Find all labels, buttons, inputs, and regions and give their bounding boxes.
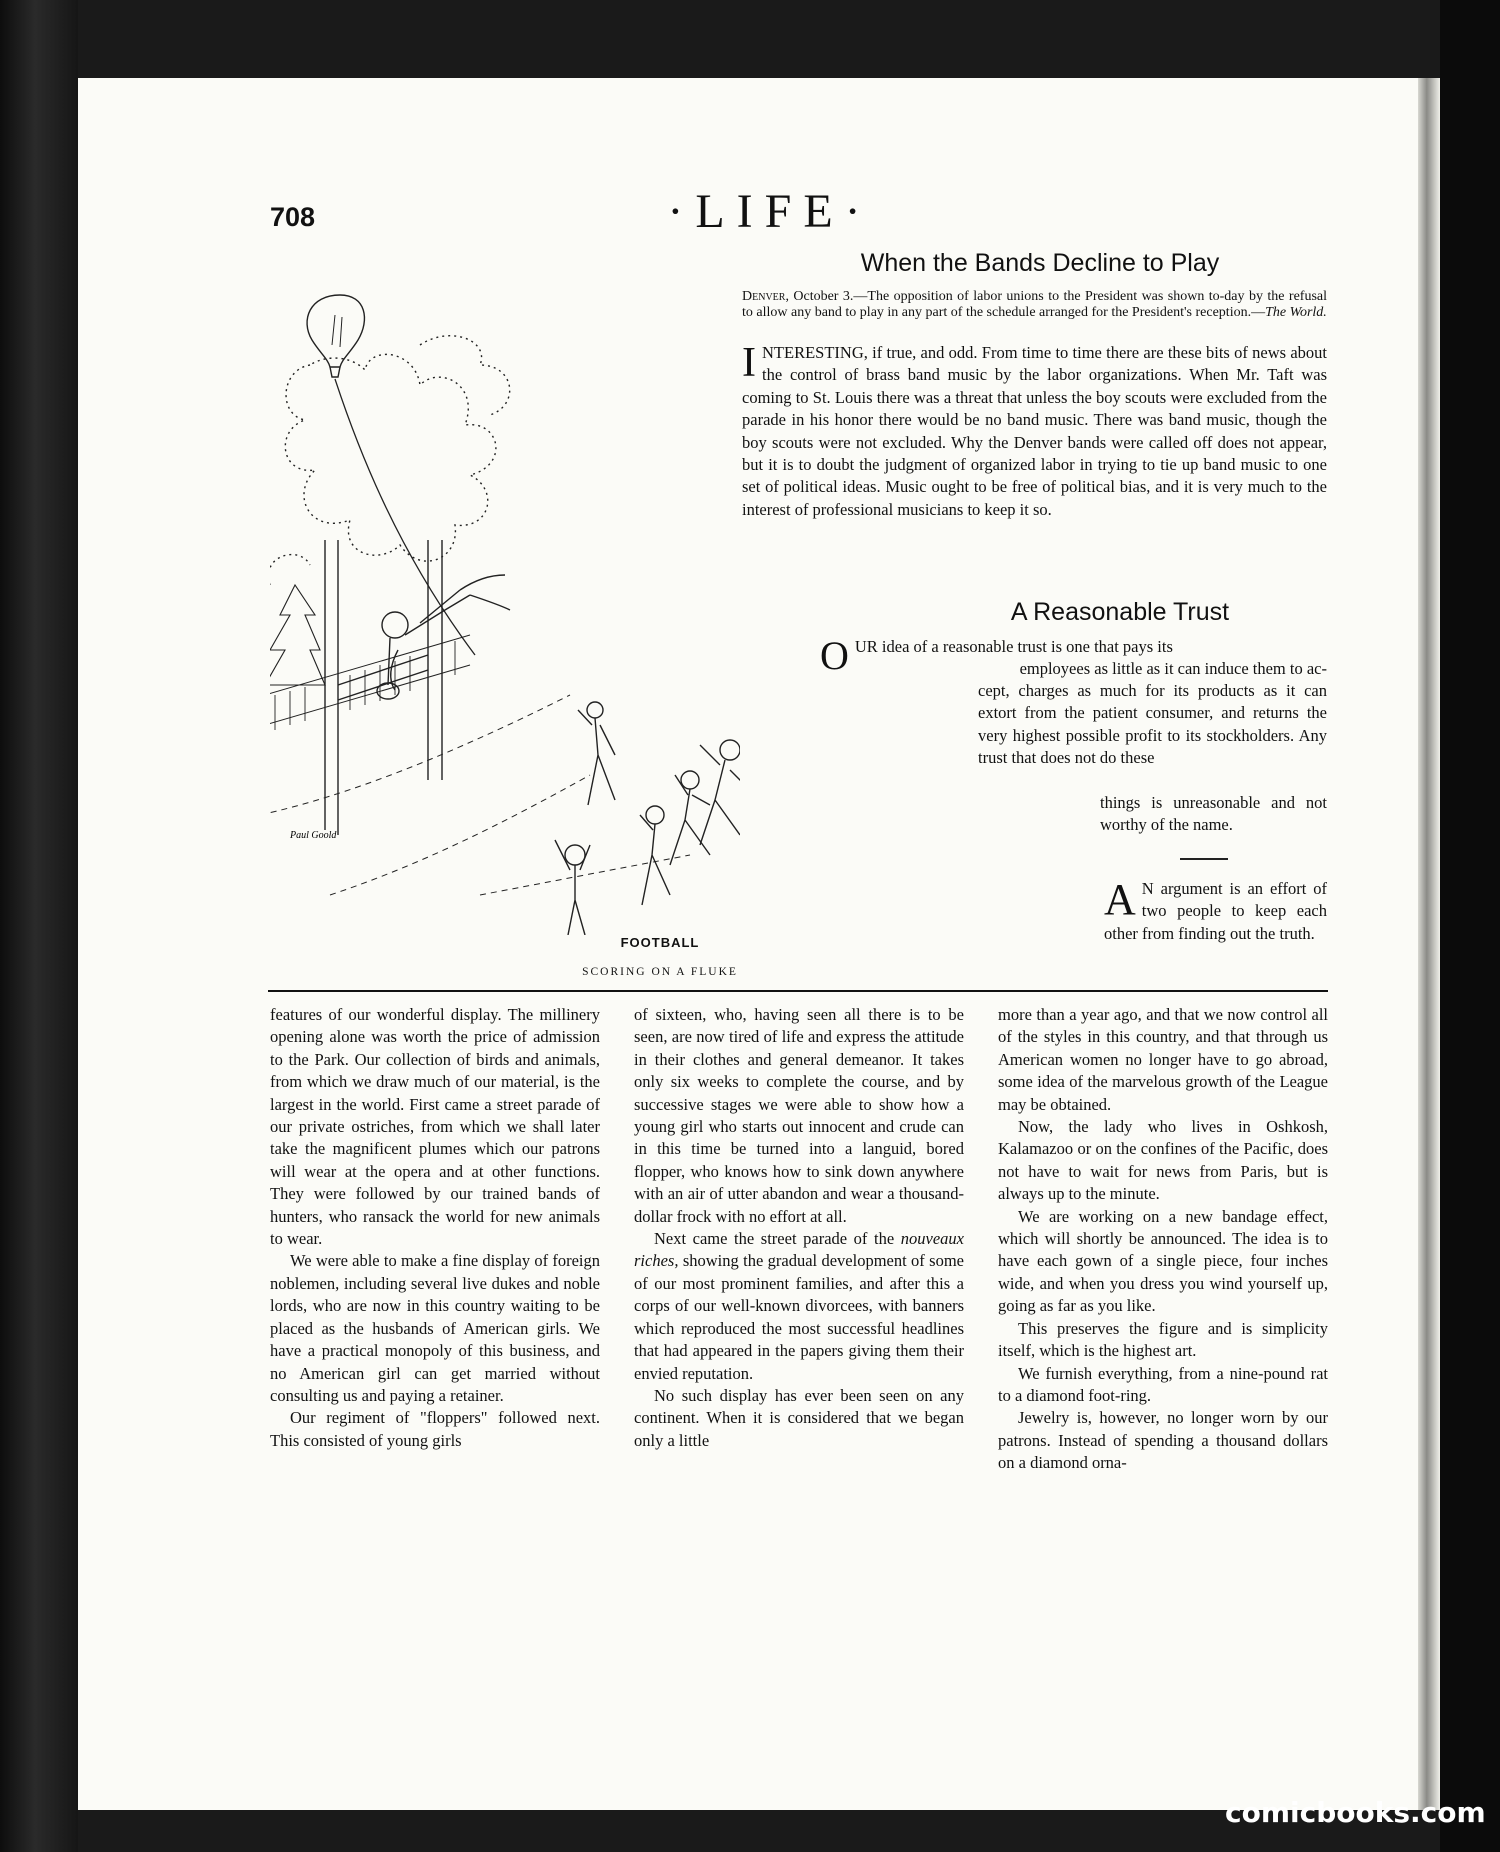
col3-paragraph: We furnish everything, from a nine-pound rat to a diamond foot-ring. <box>998 1363 1328 1405</box>
scan-border-right <box>1440 0 1500 1852</box>
article-body-bands-text: NTERESTING, if true, and odd. From time to time there are these bits of news about the control of brass band music by the labor organizations. When Mr. Taft was coming to St. Louis there was a threat that unless the boy scouts were excluded from the parade in his honor there would be no band music. There was band music, though the boy scouts were not excluded. Why the Denver bands were called off does not appear, but it is to doubt the judgment of organized labor in trying to tie up band music to one set of political ideas. Music ought to be free of political bias, and it is very much to the interest of professional musicians to keep it so. <box>742 343 1327 519</box>
col2-p2-post: showing the gradual development of some of our most prominent families, and after this a corps of our well-known divorcees, with banners which reproduced the most successful headlines that had appeared in the papers giving them their envied reputation. <box>634 1251 964 1383</box>
text-column-2 <box>634 1004 964 1452</box>
col3-paragraph: This preserves the figure and is simplicity itself, which is the highest art. <box>998 1318 1328 1361</box>
col3-paragraph: Jewelry is, however, no longer worn by our patrons. Instead of spending a thousand dollars on a diamond orna- <box>998 1408 1328 1473</box>
col2-p2-pre: Next came the street parade of the <box>654 1229 901 1249</box>
football-illustration <box>270 255 740 935</box>
article-title-trust: A Reasonable Trust <box>1010 598 1230 626</box>
col2-paragraph: No such display has ever been seen on any continent. When it is considered that we began only a little <box>634 1385 964 1450</box>
dropcap-a: A <box>1104 875 1136 924</box>
masthead: ·LIFE· <box>667 185 873 238</box>
page-number: 708 <box>270 202 316 232</box>
col2-paragraph <box>634 1228 964 1385</box>
trust-opening <box>820 633 1327 681</box>
col1-paragraph: We were able to make a fine display of foreign noblemen, including several live dukes and noble lords, who are now in this country waiting to be placed as the husbands of American girls. We have a practical monopoly of this business, and no American girl can get married without consulting us and paying a retainer. <box>270 1251 600 1405</box>
col1-paragraph: Our regiment of "floppers" followed next. This consisted of young girls <box>270 1408 600 1450</box>
artist-signature: Paul Goold <box>290 830 337 841</box>
trust-body: cept, charges as much for its products as it can extort from the patient consumer, and returns the very highest possible profit to its stockholders. Any trust that does not do these <box>978 681 1327 768</box>
article-body-bands <box>742 342 1327 521</box>
illustration-caption-title: FOOTBALL <box>620 935 700 950</box>
text-column-1 <box>270 1004 600 1452</box>
trust-line-1: UR idea of a reasonable trust is one that pays its <box>854 637 1173 656</box>
trust-line-2: employees as little as it can induce them to ac- <box>1019 659 1327 679</box>
col3-paragraph: Now, the lady who lives in Oshkosh, Kalamazoo or on the confines of the Pacific, does not have to wait for news from Paris, but is always up to the minute. <box>998 1117 1328 1204</box>
trust-tail: things is unreasonable and not worthy of the name. <box>1100 793 1327 835</box>
dateline-text: , October 3.—The opposition of labor unions to the President was shown to-day by the refusal to allow any band to play in any part of the schedule arranged for the President's reception.— <box>742 289 1327 320</box>
dropcap-i: I <box>742 340 756 386</box>
article-title-bands: When the Bands Decline to Play <box>860 249 1220 277</box>
aphorism-text: N argument is an effort of two people to keep each other from finding out the truth. <box>1104 879 1327 943</box>
text-column-3 <box>998 1004 1328 1475</box>
column-divider-rule <box>268 990 1328 992</box>
page-edge-shadow <box>1418 78 1440 1810</box>
col2-p2-italic: nouveaux riches, <box>634 1229 964 1271</box>
aphorism <box>1104 875 1327 945</box>
dateline-place: Denver <box>742 289 786 304</box>
col3-paragraph: We are working on a new bandage effect, which will shortly be announced. The idea is to have each gown of a single piece, four inches wide, and when you dress you wind yourself up, going as far as you like. <box>998 1206 1328 1316</box>
article-dateline <box>742 289 1327 321</box>
col1-paragraph: features of our wonderful display. The millinery opening alone was worth the price of admission to the Park. Our collection of birds and animals, from which we draw much of our material, is the largest in the world. First came a street parade of our private ostriches, from which we shall later take the magnificent plumes which our patrons will wear at the opera and at other functions. They were followed by our trained bands of hunters, who ransack the world for new animals to wear. <box>270 1005 600 1249</box>
dropcap-o: O <box>820 633 849 678</box>
col2-paragraph: of sixteen, who, having seen all there is to be seen, are now tired of life and express the attitude in their clothes and general demeanor. It takes only six weeks to complete the course, and by successive stages we were able to show how a young girl who starts out innocent and crude can in this time be turned into a languid, bored flopper, who knows how to sink down anywhere with an air of utter abandon and wear a thousand-dollar frock with no effort at all. <box>634 1005 964 1226</box>
scan-border-left <box>0 0 78 1852</box>
illustration-caption-subtitle: SCORING ON A FLUKE <box>582 966 738 978</box>
separator-rule <box>1180 858 1228 860</box>
dateline-source: The World. <box>1265 305 1327 320</box>
watermark: comicbooks.com <box>1225 1796 1486 1829</box>
col3-paragraph: more than a year ago, and that we now control all of the styles in this country, and that through us American women no longer have to go abroad, some idea of the marvelous growth of the League may be obtained. <box>998 1005 1328 1114</box>
